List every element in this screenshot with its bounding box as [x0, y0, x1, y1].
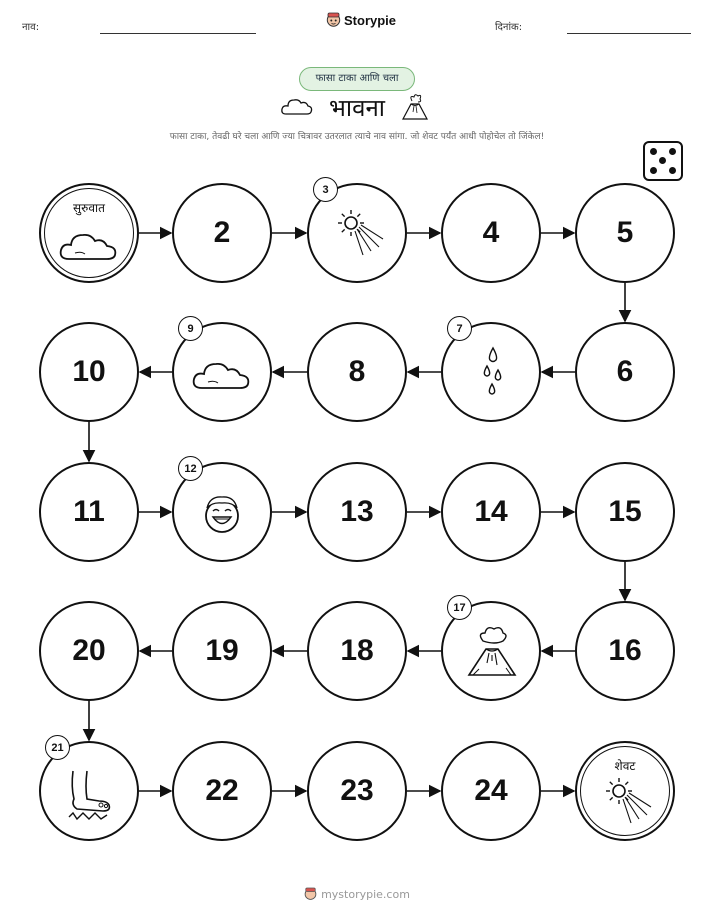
board-cell-6	[575, 322, 675, 422]
cell-number: 15	[608, 495, 642, 528]
board-cell-16	[575, 601, 675, 701]
cell-number: 5	[616, 216, 634, 249]
board-cell-4	[441, 183, 541, 283]
board-cell-22	[172, 741, 272, 841]
board-cell-3	[307, 183, 407, 283]
cell-badge: 21	[45, 735, 70, 760]
board-cell-15	[575, 462, 675, 562]
board-cell-24	[441, 741, 541, 841]
cell-number: 24	[474, 774, 508, 807]
board-cell-2	[172, 183, 272, 283]
footer	[0, 887, 714, 902]
cell-number: 2	[213, 216, 231, 249]
board-cell-8	[307, 322, 407, 422]
cell-number: 14	[474, 495, 508, 528]
sun-rays-icon	[577, 753, 673, 849]
board-cell-5	[575, 183, 675, 283]
board-cell-18	[307, 601, 407, 701]
cell-number: 22	[205, 774, 239, 807]
cell-badge: 7	[447, 316, 472, 341]
cell-number: 11	[73, 495, 105, 528]
board-cell-13	[307, 462, 407, 562]
cell-number: 18	[340, 634, 374, 667]
board-cell-12	[172, 462, 272, 562]
board-cell-1	[39, 183, 139, 283]
cell-number: 13	[340, 495, 374, 528]
storypie-mascot-icon	[304, 887, 317, 902]
board-cell-23	[307, 741, 407, 841]
cell-number: 6	[616, 355, 634, 388]
cell-badge: 3	[313, 177, 338, 202]
end-label: शेवट	[614, 759, 636, 773]
game-tag-pill: फासा टाका आणि चला	[299, 67, 415, 91]
board-cell-25	[575, 741, 675, 841]
board-cell-19	[172, 601, 272, 701]
cell-badge: 12	[178, 456, 203, 481]
cell-number: 19	[205, 634, 239, 667]
page-title: भावना	[329, 94, 385, 122]
cell-badge: 9	[178, 316, 203, 341]
board-cell-9	[172, 322, 272, 422]
instructions-text: फासा टाका, तेवढी घरे चला आणि ज्या चित्रावर उतरलात त्याचे नाव सांगा. जो शेवट पर्यंत आधी पोहोचेल तो जिंकेल!	[169, 132, 545, 142]
board-cell-14	[441, 462, 541, 562]
cell-number: 20	[72, 634, 106, 667]
start-label: सुरुवात	[73, 201, 105, 215]
board-cell-11	[39, 462, 139, 562]
cell-badge: 17	[447, 595, 472, 620]
board-cell-20	[39, 601, 139, 701]
cell-number: 4	[482, 216, 500, 249]
board-cell-7	[441, 322, 541, 422]
board-cell-10	[39, 322, 139, 422]
cell-number: 10	[72, 355, 106, 388]
board-cell-17	[441, 601, 541, 701]
board-cell-21	[39, 741, 139, 841]
date-label: दिनांक:	[495, 22, 523, 33]
cell-number: 8	[348, 355, 366, 388]
cloud-icon	[41, 195, 137, 291]
footer-site: mystorypie.com	[321, 888, 410, 901]
cell-number: 23	[340, 774, 374, 807]
brand-name: Storypie	[344, 13, 397, 28]
name-label: नाव:	[22, 22, 40, 33]
cell-number: 16	[608, 634, 642, 667]
